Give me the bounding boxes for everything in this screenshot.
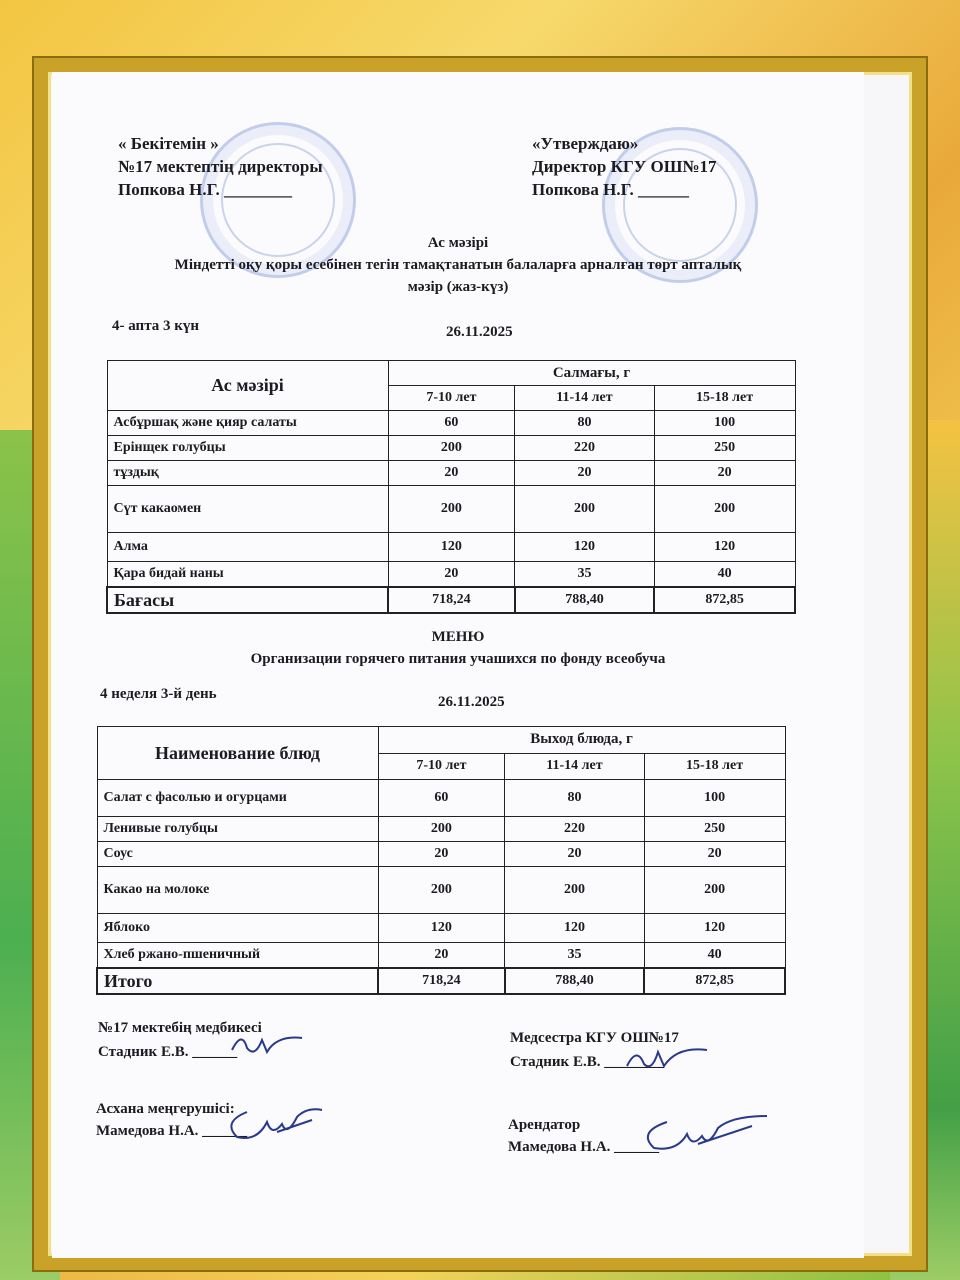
cook-kz-name: Мамедова Н.А. ______ — [96, 1123, 248, 1139]
title-kz-line2: Міндетті оқу қоры есебінен тегін тамақтанатын балаларға арналған төрт апталық — [174, 257, 742, 273]
table-ru-age-header: 15-18 лет — [644, 753, 785, 780]
title-kz-line1: Ас мәзірі — [427, 235, 489, 251]
approval-ru-line1: «Утверждаю» — [532, 134, 639, 153]
portion-value: 40 — [644, 943, 785, 969]
cook-ru-title: Арендатор — [508, 1117, 581, 1133]
total-label: Бағасы — [107, 587, 388, 613]
portion-value: 220 — [515, 436, 654, 461]
portion-value: 20 — [388, 562, 515, 588]
portion-value: 80 — [505, 780, 644, 817]
table-row — [97, 780, 785, 817]
signature-nurse-kz — [227, 1030, 307, 1060]
portion-value: 220 — [505, 817, 644, 842]
table-kz-age-header: 11-14 лет — [515, 386, 654, 411]
table-kz-age-header: 15-18 лет — [654, 386, 795, 411]
approval-ru-line3: Попкова Н.Г. ______ — [532, 180, 689, 199]
table-row — [97, 842, 785, 867]
portion-value: 200 — [378, 817, 505, 842]
portion-value: 120 — [505, 914, 644, 943]
portion-value: 20 — [644, 842, 785, 867]
table-kz-age-header: 7-10 лет — [388, 386, 515, 411]
price-value: 718,24 — [388, 587, 515, 613]
dish-name: Яблоко — [97, 914, 378, 943]
table-ru-col0-header: Наименование блюд — [97, 727, 378, 780]
portion-value: 200 — [654, 486, 795, 533]
approval-kz-line3: Попкова Н.Г. ________ — [118, 180, 292, 199]
approval-ru-line2: Директор КГУ ОШ№17 — [532, 157, 717, 176]
table-total-row — [97, 968, 785, 994]
table-row — [97, 817, 785, 842]
portion-value: 100 — [654, 411, 795, 436]
price-value: 872,85 — [654, 587, 795, 613]
portion-value: 35 — [505, 943, 644, 969]
title-ru — [52, 626, 864, 670]
portion-value: 200 — [644, 867, 785, 914]
dish-name: Соус — [97, 842, 378, 867]
signature-cook-ru — [632, 1112, 772, 1157]
menu-table-kz — [106, 360, 796, 614]
total-label: Итого — [97, 968, 378, 994]
signature-nurse-ru — [622, 1044, 712, 1074]
portion-value: 120 — [388, 533, 515, 562]
table-row — [107, 486, 795, 533]
portion-value: 80 — [515, 411, 654, 436]
approval-kz-line1: « Бекітемін » — [118, 134, 219, 153]
table-row — [107, 562, 795, 588]
table-row — [107, 411, 795, 436]
portion-value: 200 — [505, 867, 644, 914]
portion-value: 35 — [515, 562, 654, 588]
table-row — [107, 533, 795, 562]
portion-value: 120 — [515, 533, 654, 562]
dish-name: Асбұршақ және қияр салаты — [107, 411, 388, 436]
week-ru: 4 неделя 3-й день — [100, 686, 217, 702]
menu-table-ru — [96, 726, 786, 995]
portion-value: 100 — [644, 780, 785, 817]
title-ru-line1: МЕНЮ — [431, 629, 485, 645]
signature-cook-kz — [217, 1102, 327, 1147]
table-ru-age-header: 11-14 лет — [505, 753, 644, 780]
dish-name: Қара бидай наны — [107, 562, 388, 588]
price-value: 718,24 — [378, 968, 505, 994]
dish-name: тұздық — [107, 461, 388, 486]
approval-kz-line2: №17 мектептің директоры — [118, 157, 323, 176]
portion-value: 120 — [644, 914, 785, 943]
nurse-kz-name: Стадник Е.В. ______ — [98, 1044, 238, 1060]
table-ru-age-header: 7-10 лет — [378, 753, 505, 780]
dish-name: Хлеб ржано-пшеничный — [97, 943, 378, 969]
portion-value: 200 — [515, 486, 654, 533]
portion-value: 200 — [388, 486, 515, 533]
date-ru: 26.11.2025 — [438, 694, 505, 710]
table-row — [97, 914, 785, 943]
cook-kz-title: Асхана меңгерушісі: — [96, 1101, 235, 1117]
portion-value: 200 — [378, 867, 505, 914]
portion-value: 250 — [644, 817, 785, 842]
table-ru-group-header: Выход блюда, г — [378, 727, 785, 754]
title-kz — [52, 232, 864, 298]
table-row — [97, 943, 785, 969]
portion-value: 60 — [388, 411, 515, 436]
approval-ru — [532, 132, 716, 201]
portion-value: 250 — [654, 436, 795, 461]
portion-value: 20 — [388, 461, 515, 486]
portion-value: 40 — [654, 562, 795, 588]
week-kz: 4- апта 3 күн — [112, 318, 200, 334]
dish-name: Сүт какаомен — [107, 486, 388, 533]
dish-name: Ленивые голубцы — [97, 817, 378, 842]
price-value: 788,40 — [515, 587, 654, 613]
table-row — [107, 436, 795, 461]
price-value: 788,40 — [505, 968, 644, 994]
table-row — [107, 461, 795, 486]
portion-value: 120 — [654, 533, 795, 562]
dish-name: Ерінщек голубцы — [107, 436, 388, 461]
title-kz-line3: мәзір (жаз-күз) — [407, 279, 509, 295]
portion-value: 60 — [378, 780, 505, 817]
portion-value: 20 — [505, 842, 644, 867]
portion-value: 20 — [654, 461, 795, 486]
date-kz: 26.11.2025 — [446, 324, 513, 340]
nurse-ru-name: Стадник Е.В. ________ — [510, 1054, 665, 1070]
portion-value: 20 — [515, 461, 654, 486]
cook-ru-name: Мамедова Н.А. ______ — [508, 1139, 660, 1155]
dish-name: Какао на молоке — [97, 867, 378, 914]
portion-value: 200 — [388, 436, 515, 461]
portion-value: 120 — [378, 914, 505, 943]
portion-value: 20 — [378, 943, 505, 969]
dish-name: Алма — [107, 533, 388, 562]
table-row — [97, 867, 785, 914]
dish-name: Салат с фасолью и огурцами — [97, 780, 378, 817]
table-total-row — [107, 587, 795, 613]
table-kz-col0-header: Ас мәзірі — [107, 361, 388, 411]
menu-sheet — [52, 72, 864, 1258]
approval-kz — [118, 132, 323, 201]
title-ru-line2: Организации горячего питания учашихся по фонду всеобуча — [250, 651, 666, 667]
price-value: 872,85 — [644, 968, 785, 994]
nurse-kz-title: №17 мектебің медбикесі — [98, 1020, 262, 1036]
table-kz-group-header: Салмағы, г — [388, 361, 795, 386]
nurse-ru-title: Медсестра КГУ ОШ№17 — [510, 1030, 679, 1046]
portion-value: 20 — [378, 842, 505, 867]
